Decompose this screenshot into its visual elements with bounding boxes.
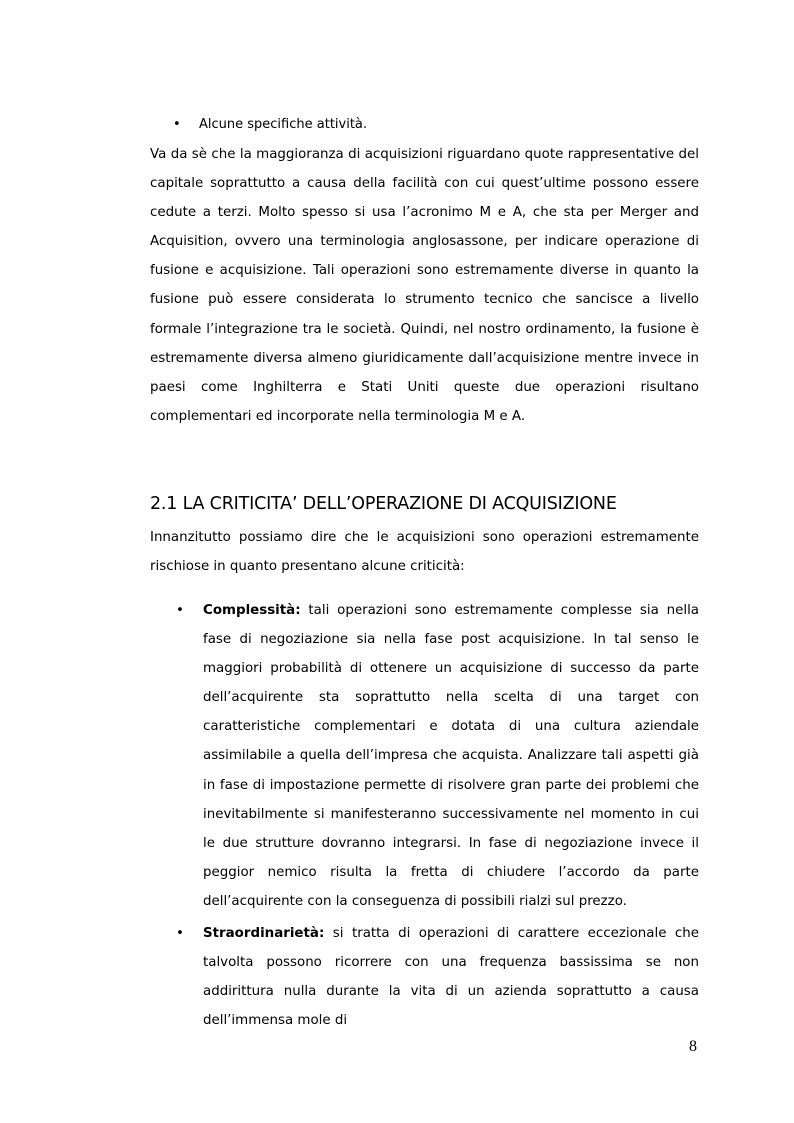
page-number: 8 [689, 1038, 697, 1055]
section-heading: 2.1 LA CRITICITA’ DELL’OPERAZIONE DI ACQUISIZIONE [150, 494, 617, 514]
item-term: Straordinarietà: [203, 926, 325, 941]
item-text: tali operazioni sono estremamente complesse sia nella fase di negoziazione sia nella fase post acquisizione. In tal senso le maggiori probabilità di ottenere un acquisizione di successo da parte dell’acquirente sta soprattutto nella scelta di una target con caratteristiche complementari e dotata di una cultura aziendale assimilabile a quella dell’impresa che acquista. Analizzare tali aspetti già in fase di impostazione permette di risolvere gran parte dei problemi che inevitabilmente si manifesteranno successivamente nel momento in cui le due strutture dovranno integrarsi. In fase di negoziazione invece il peggior nemico risulta la fretta di chiudere l’accordo da parte dell’acquirente con la conseguenza di possibili rialzi sul prezzo. [203, 603, 699, 909]
criticality-item-extraordinariness [176, 919, 699, 1035]
item-text: si tratta di operazioni di carattere eccezionale che talvolta possono ricorrere con una frequenza bassissima se non addirittura nulla durante la vita di un azienda soprattutto a causa dell’immensa mole di [203, 926, 699, 1029]
bullet-icon: • [176, 926, 184, 941]
bullet-icon: • [176, 603, 184, 618]
intro-paragraph: Innanzitutto possiamo dire che le acquisizioni sono operazioni estremamente rischiose in quanto presentano alcune criticità: [150, 530, 699, 575]
item-term: Complessità: [203, 603, 301, 618]
bullet-icon: • [173, 117, 181, 132]
body-paragraph: Va da sè che la maggioranza di acquisizioni riguardano quote rappresentative del capitale soprattutto a causa della facilità con cui quest’ultime possono essere cedute a terzi. Molto spesso si usa l’acronimo M e A, che sta per Merger and Acquisition, ovvero una terminologia anglosassone, per indicare operazione di fusione e acquisizione. Tali operazioni sono estremamente diverse in quanto la fusione può essere considerata lo strumento tecnico che sancisce a livello formale l’integrazione tra le società. Quindi, nel nostro ordinamento, la fusione è estremamente diversa almeno giuridicamente dall’acquisizione mentre invece in paesi come Inghilterra e Stati Uniti queste due operazioni risultano complementari ed incorporate nella terminologia M e A. [150, 147, 699, 424]
criticality-item-complexity [176, 596, 699, 916]
bullet-text: Alcune specifiche attività. [199, 117, 368, 132]
